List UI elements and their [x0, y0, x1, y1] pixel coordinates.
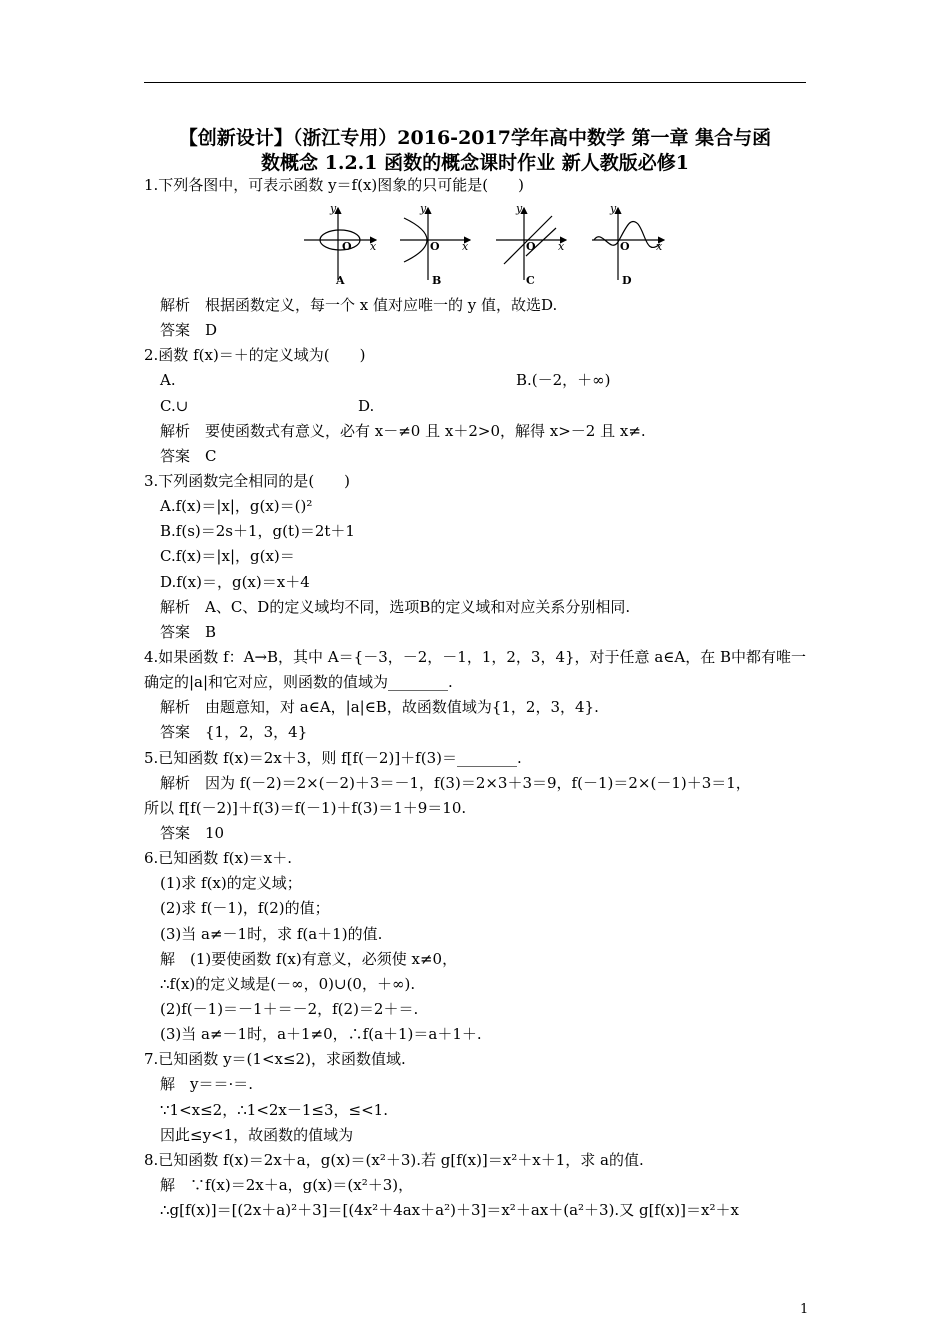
q5-answer: 答案 10 [160, 824, 225, 842]
function-graphs-figure [300, 198, 670, 290]
graph-b-origin: O [430, 240, 440, 253]
graph-d-x-label: x [656, 240, 663, 253]
graph-a-y-label: y [330, 202, 337, 215]
question-2: 2.函数 f(x)＝＋的定义域为( ) [144, 346, 366, 364]
document-title-line2: 数概念 1.2.1 函数的概念课时作业 新人教版必修1 [261, 152, 689, 174]
q8-solution-2: ∴g[f(x)]＝[(2x＋a)²＋3]＝[(4x²＋4ax＋a²)＋3]＝x²＋ax＋(a²＋3).又 g[f(x)]＝x²＋x [160, 1201, 739, 1219]
graph-c-origin: O [526, 240, 536, 253]
q3-option-a: A.f(x)＝|x|，g(x)＝()² [160, 497, 313, 515]
q4-answer: 答案 {1，2，3，4} [160, 723, 308, 741]
q7-solution-3: 因此≤y<1，故函数的值域为 [160, 1126, 354, 1144]
q7-solution-2: ∵1<x≤2，∴1<2x－1≤3，≤<1. [160, 1101, 388, 1119]
q3-option-d: D.f(x)＝，g(x)＝x＋4 [160, 573, 310, 591]
q6-solution-3: (2)f(－1)＝－1＋＝－2，f(2)＝2＋＝. [160, 1000, 419, 1018]
graph-a [304, 208, 376, 280]
graph-a-label: A [336, 274, 345, 287]
header-rule [144, 82, 806, 83]
q6-part-1: (1)求 f(x)的定义域； [160, 874, 302, 892]
graph-d-origin: O [620, 240, 630, 253]
question-3: 3.下列函数完全相同的是( ) [144, 472, 351, 490]
graph-c-y-label: y [516, 202, 523, 215]
graph-b-y-label: y [420, 202, 427, 215]
question-7: 7.已知函数 y＝(1<x≤2)，求函数值域. [144, 1050, 406, 1068]
q6-solution-1: 解 (1)要使函数 f(x)有意义，必须使 x≠0， [160, 950, 458, 968]
graph-b-x-label: x [462, 240, 469, 253]
question-4: 4.如果函数 f：A→B，其中 A＝{－3，－2，－1，1，2，3，4}，对于任意 a∈A，在 B中都有唯一 [144, 648, 806, 666]
q3-analysis: 解析 A、C、D的定义域均不同，选项B的定义域和对应关系分别相同. [160, 598, 631, 616]
q2-option-c: C.∪ [160, 397, 189, 415]
q2-option-b: B.(－2，＋∞) [516, 371, 611, 389]
q3-option-b: B.f(s)＝2s＋1，g(t)＝2t＋1 [160, 522, 355, 540]
q5-analysis-cont: 所以 f[f(－2)]＋f(3)＝f(－1)＋f(3)＝1＋9＝10. [144, 799, 467, 817]
q1-analysis: 解析 根据函数定义，每一个 x 值对应唯一的 y 值，故选D. [160, 296, 558, 314]
question-5: 5.已知函数 f(x)＝2x＋3，则 f[f(－2)]＋f(3)＝________. [144, 749, 522, 767]
question-8: 8.已知函数 f(x)＝2x＋a，g(x)＝(x²＋3).若 g[f(x)]＝x²＋x＋1，求 a的值. [144, 1151, 644, 1169]
q2-option-d: D. [358, 397, 375, 415]
q8-solution-1: 解 ∵f(x)＝2x＋a，g(x)＝(x²＋3)， [160, 1176, 414, 1194]
graph-d-y-label: y [610, 202, 617, 215]
q2-analysis: 解析 要使函数式有意义，必有 x－≠0 且 x＋2>0，解得 x>－2 且 x≠. [160, 422, 646, 440]
question-6: 6.已知函数 f(x)＝x＋. [144, 849, 293, 867]
question-1: 1.下列各图中，可表示函数 y＝f(x)图象的只可能是( ) [144, 176, 524, 194]
q2-answer: 答案 C [160, 447, 217, 465]
graph-d-label: D [622, 274, 632, 287]
graph-a-x-label: x [370, 240, 377, 253]
graph-a-origin: O [342, 240, 352, 253]
question-4-cont: 确定的|a|和它对应，则函数的值域为________. [144, 673, 453, 691]
document-title-line1: 【创新设计】（浙江专用）2016-2017学年高中数学 第一章 集合与函 [178, 127, 772, 149]
q3-option-c: C.f(x)＝|x|，g(x)＝ [160, 547, 295, 565]
q6-part-3: (3)当 a≠－1时，求 f(a＋1)的值. [160, 925, 383, 943]
q2-option-a: A. [160, 371, 176, 389]
q3-answer: 答案 B [160, 623, 217, 641]
graph-c-x-label: x [558, 240, 565, 253]
q7-solution-1: 解 y＝＝·＝. [160, 1075, 254, 1093]
graph-c-label: C [526, 274, 535, 287]
q4-analysis: 解析 由题意知，对 a∈A，|a|∈B，故函数值域为{1，2，3，4}. [160, 698, 599, 716]
q6-part-2: (2)求 f(－1)，f(2)的值； [160, 899, 330, 917]
q1-answer: 答案 D [160, 321, 218, 339]
page-number: 1 [800, 1302, 809, 1317]
q5-analysis: 解析 因为 f(－2)＝2×(－2)＋3＝－1，f(3)＝2×3＋3＝9，f(－1)＝2×(－1)＋3＝1， [160, 774, 751, 792]
graph-b-label: B [432, 274, 442, 287]
q6-solution-4: (3)当 a≠－1时，a＋1≠0，∴f(a＋1)＝a＋1＋. [160, 1025, 482, 1043]
q6-solution-2: ∴f(x)的定义域是(－∞，0)∪(0，＋∞). [160, 975, 416, 993]
